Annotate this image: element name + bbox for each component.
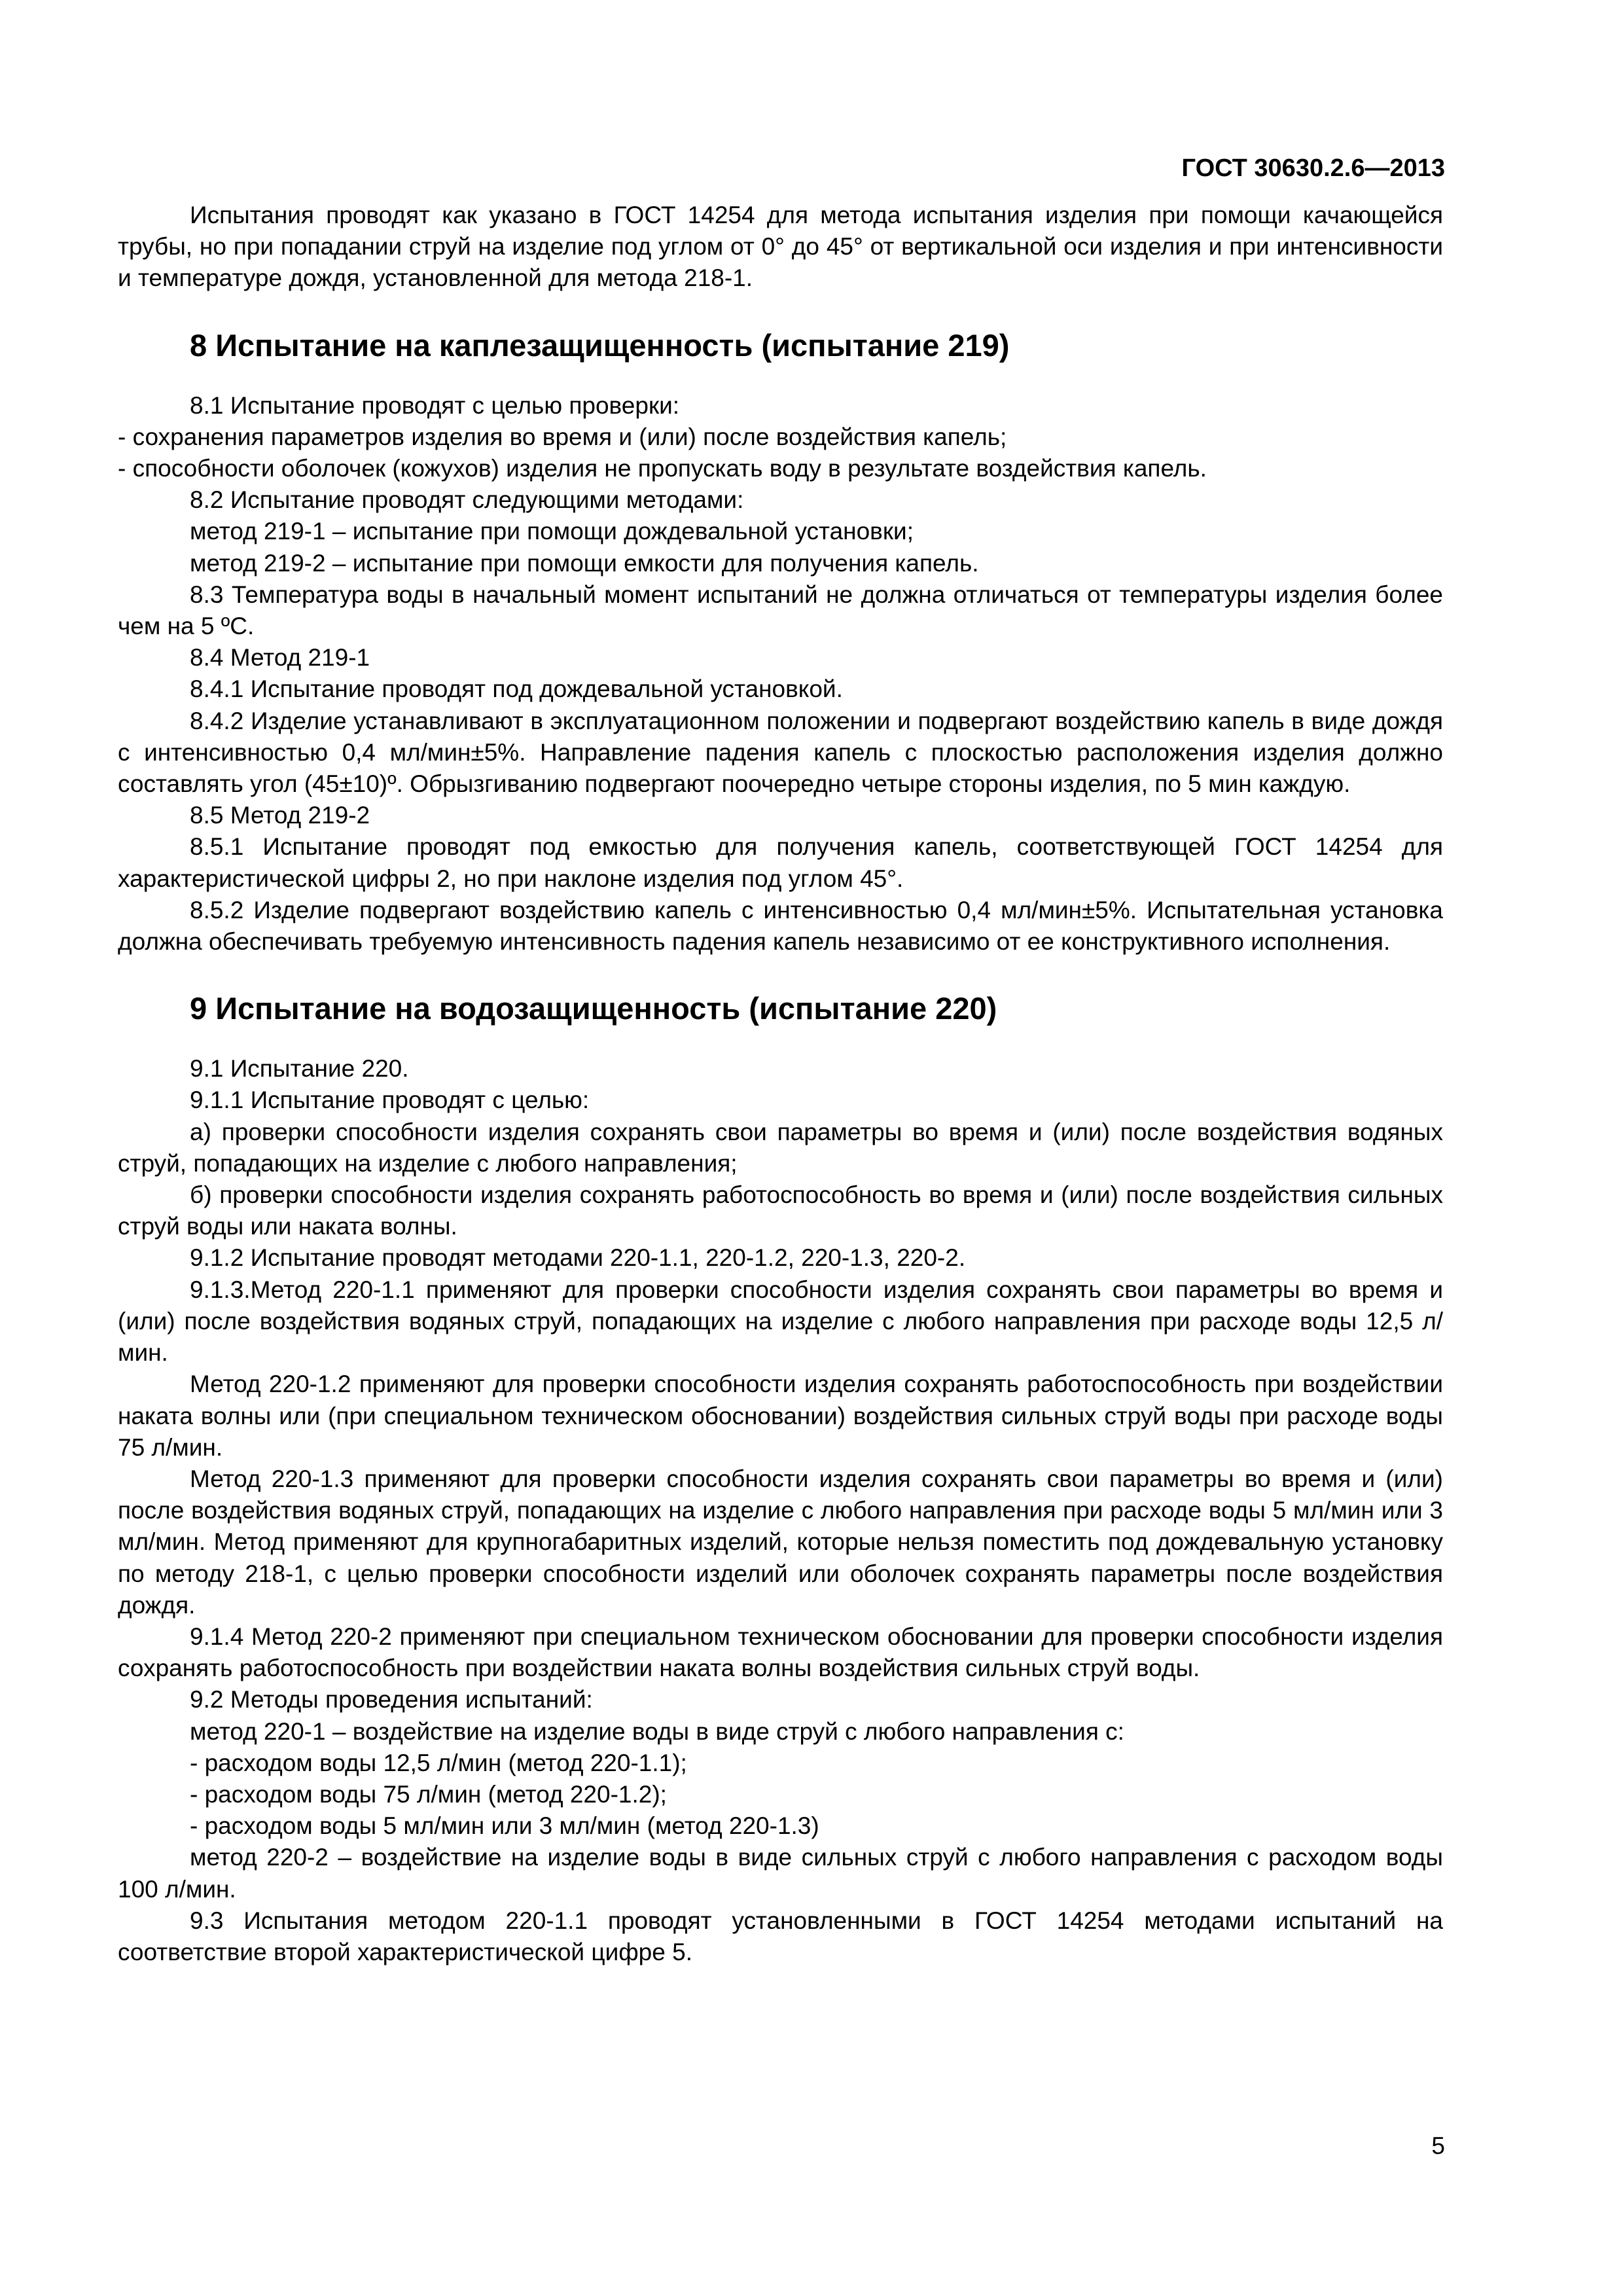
- paragraph-8-1-b: - способности оболочек (кожухов) изделия не пропускать воду в результате воздействия капель.: [118, 455, 1207, 482]
- page-number: 5: [1431, 2132, 1445, 2159]
- paragraph-9-1: 9.1 Испытание 220.: [190, 1055, 409, 1083]
- section-9-title: 9 Испытание на водозащищенность (испытание 220): [190, 991, 997, 1026]
- paragraph-8-4-2: 8.4.2 Изделие устанавливают в эксплуатационном положении и подвергают воздействию капель в виде дождя с интенсивностью 0,4 мл/мин±5%. Направление падения капель с плоскостью расположения изделия должно составлять угол (45±10)º. Обрызгиванию подвергают поочередно четыре стороны изделия, по 5 мин каждую.: [118, 707, 1443, 798]
- intro-paragraph: Испытания проводят как указано в ГОСТ 14254 для метода испытания изделия при помощи качающейся трубы, но при попадании струй на изделие под углом от 0° до 45° от вертикальной оси изделия и при интенсивности и температуре дождя, установленной для метода 218-1.: [118, 202, 1443, 292]
- paragraph-9-1-3: 9.1.3.Метод 220-1.1 применяют для проверки способности изделия сохранять свои параметры во время и (или) после воздействия водяных струй, попадающих на изделие с любого направления при расходе воды 12,5 л/мин.: [118, 1276, 1443, 1367]
- paragraph-8-3: 8.3 Температура воды в начальный момент испытаний не должна отличаться от температуры изделия более чем на 5 ºС.: [118, 581, 1443, 640]
- paragraph-9-2: 9.2 Методы проведения испытаний:: [190, 1686, 593, 1713]
- paragraph-9-1-3-c: Метод 220-1.3 применяют для проверки способности изделия сохранять свои параметры во время и (или) после воздействия водяных струй, попадающих на изделие с любого направления при расходе воды 5 мл/мин или 3 мл/мин. Метод применяют для крупногабаритных изделий, которые нельзя поместить под дождевальную установку по методу 218-1, с целью проверки способности изделий или оболочек сохранять параметры после воздействия дождя.: [118, 1465, 1443, 1619]
- paragraph-9-2-b: метод 220-2 – воздействие на изделие воды в виде сильных струй с любого направления с расходом воды 100 л/мин.: [118, 1844, 1443, 1903]
- paragraph-8-5: 8.5 Метод 219-2: [190, 802, 370, 829]
- paragraph-9-3: 9.3 Испытания методом 220-1.1 проводят установленными в ГОСТ 14254 методами испытаний на соответствие второй характеристической цифре 5.: [118, 1907, 1443, 1965]
- paragraph-8-1: 8.1 Испытание проводят с целью проверки:: [190, 391, 680, 419]
- paragraph-9-2-a3: - расходом воды 5 мл/мин или 3 мл/мин (метод 220-1.3): [190, 1812, 819, 1840]
- paragraph-8-4-1: 8.4.1 Испытание проводят под дождевальной установкой.: [190, 675, 843, 703]
- paragraph-9-2-a1: - расходом воды 12,5 л/мин (метод 220-1.1);: [190, 1749, 687, 1776]
- document-code-header: ГОСТ 30630.2.6—2013: [1181, 154, 1445, 182]
- paragraph-8-1-a: - сохранения параметров изделия во время и (или) после воздействия капель;: [118, 423, 1007, 450]
- paragraph-8-2-b: метод 219-2 – испытание при помощи емкости для получения капель.: [190, 549, 979, 577]
- paragraph-9-1-1-a: а) проверки способности изделия сохранять свои параметры во время и (или) после воздействия водяных струй, попадающих на изделие с любого направления;: [118, 1118, 1443, 1177]
- document-body: [118, 200, 1443, 1968]
- paragraph-9-1-2: 9.1.2 Испытание проводят методами 220-1.1, 220-1.2, 220-1.3, 220-2.: [190, 1244, 966, 1272]
- paragraph-8-5-1: 8.5.1 Испытание проводят под емкостью для получения капель, соответствующей ГОСТ 14254 для характеристической цифры 2, но при наклоне изделия под углом 45°.: [118, 833, 1443, 892]
- paragraph-8-5-2: 8.5.2 Изделие подвергают воздействию капель с интенсивностью 0,4 мл/мин±5%. Испытательная установка должна обеспечивать требуемую интенсивность падения капель независимо от ее конструктивного исполнения.: [118, 896, 1443, 956]
- paragraph-9-1-1-b: б) проверки способности изделия сохранять работоспособность во время и (или) после воздействия сильных струй воды или наката волны.: [118, 1181, 1443, 1240]
- paragraph-9-2-a: метод 220-1 – воздействие на изделие воды в виде струй с любого направления с:: [190, 1717, 1124, 1745]
- paragraph-8-2: 8.2 Испытание проводят следующими методами:: [190, 486, 744, 514]
- paragraph-9-1-4: 9.1.4 Метод 220-2 применяют при специальном техническом обосновании для проверки способности изделия сохранять работоспособность при воздействии наката волны воздействия сильных струй воды.: [118, 1623, 1443, 1682]
- paragraph-8-4: 8.4 Метод 219-1: [190, 644, 370, 672]
- paragraph-9-2-a2: - расходом воды 75 л/мин (метод 220-1.2);: [190, 1780, 667, 1808]
- paragraph-8-2-a: метод 219-1 – испытание при помощи дождевальной установки;: [190, 518, 914, 545]
- section-8-title: 8 Испытание на каплезащищенность (испытание 219): [190, 327, 1010, 363]
- paragraph-9-1-3-b: Метод 220-1.2 применяют для проверки способности изделия сохранять работоспособность при воздействии наката волны или (при специальном техническом обосновании) воздействия сильных струй воды при расходе воды 75 л/мин.: [118, 1371, 1443, 1461]
- paragraph-9-1-1: 9.1.1 Испытание проводят с целью:: [190, 1086, 590, 1114]
